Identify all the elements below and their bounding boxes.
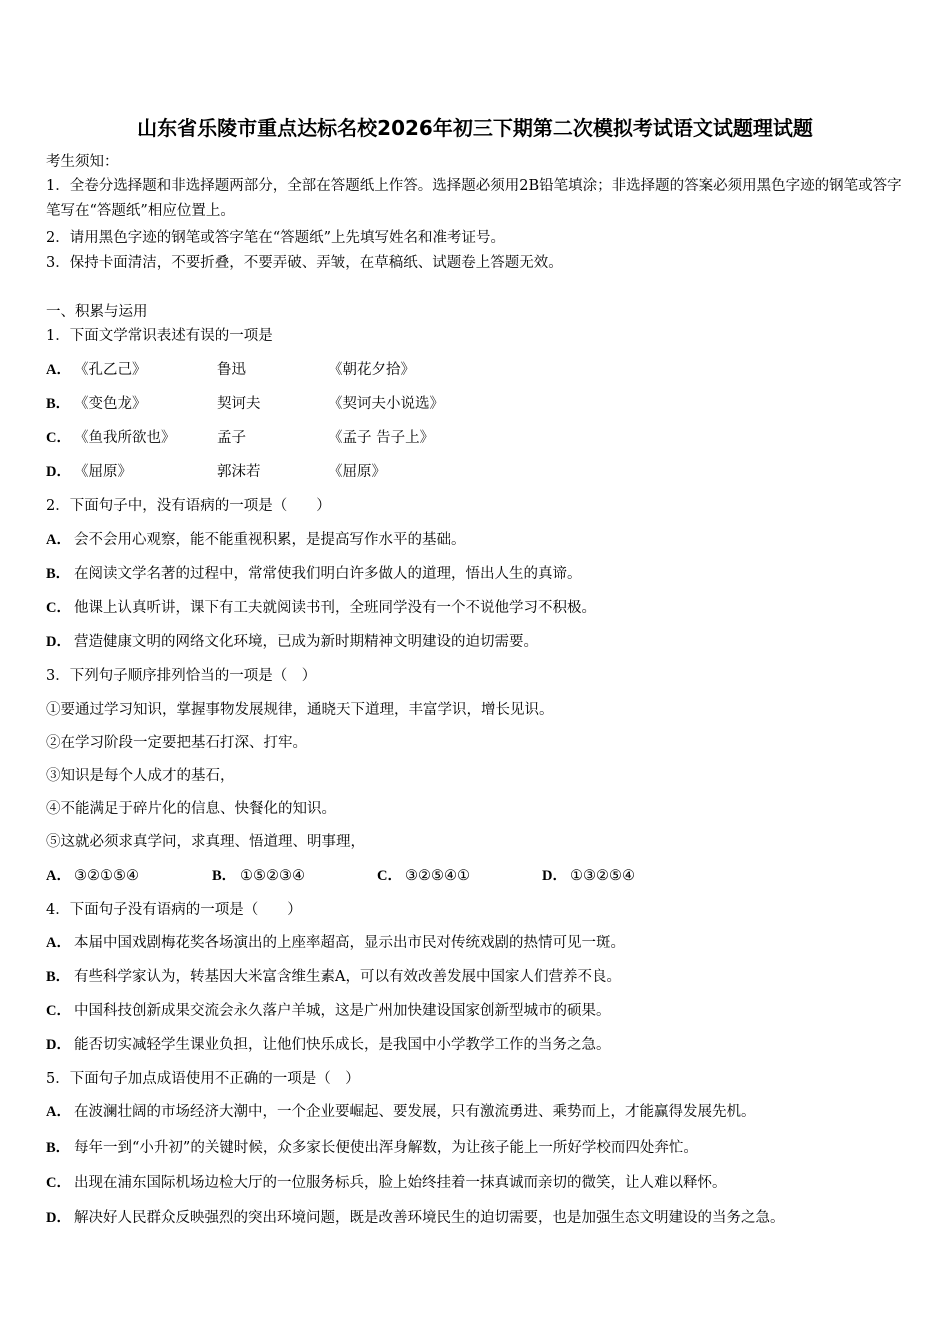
q4-option-a bbox=[46, 933, 625, 953]
option-text: 出现在浦东国际机场边检大厅的一位服务标兵，脸上始终挂着一抹真诚而亲切的微笑，让人难以释怀。 bbox=[74, 1175, 727, 1191]
q3-sentence-4: ④不能满足于碎片化的信息、快餐化的知识。 bbox=[46, 801, 336, 817]
option-label: A． bbox=[46, 868, 71, 884]
q1-a-author: 鲁迅 bbox=[217, 362, 246, 378]
q3-sentence-3: ③知识是每个人成才的基石， bbox=[46, 768, 235, 784]
q2-option-d bbox=[46, 632, 538, 652]
question-3-stem: 3．下列句子顺序排列恰当的一项是（ ） bbox=[46, 668, 317, 684]
option-text: ①③②⑤④ bbox=[570, 868, 635, 884]
q1-b-author: 契诃夫 bbox=[217, 396, 261, 412]
option-label: B． bbox=[46, 1140, 71, 1156]
option-text: ③②①⑤④ bbox=[74, 868, 139, 884]
q4-option-b bbox=[46, 967, 621, 987]
question-4-stem: 4．下面句子没有语病的一项是（ ） bbox=[46, 902, 302, 918]
option-text: 能否切实减轻学生课业负担，让他们快乐成长，是我国中小学教学工作的当务之急。 bbox=[74, 1037, 611, 1053]
option-label: A． bbox=[46, 362, 71, 378]
q2-option-b bbox=[46, 564, 582, 584]
option-text: ③②⑤④① bbox=[405, 868, 470, 884]
option-text: 会不会用心观察，能不能重视积累，是提高写作水平的基础。 bbox=[74, 532, 466, 548]
notice-item-2: 2．请用黑色字迹的钢笔或答字笔在“答题纸”上先填写姓名和准考证号。 bbox=[46, 230, 506, 246]
q3-option-a bbox=[46, 866, 139, 886]
option-label: D． bbox=[46, 1210, 71, 1226]
q3-option-c bbox=[377, 866, 470, 886]
section-heading: 一、积累与运用 bbox=[46, 304, 148, 320]
option-text: 在波澜壮阔的市场经济大潮中，一个企业要崛起、要发展，只有激流勇进、乘势而上，才能赢得发展先机。 bbox=[74, 1104, 756, 1120]
option-text: 在阅读文学名著的过程中，常常使我们明白许多做人的道理，悟出人生的真谛。 bbox=[74, 566, 582, 582]
option-label: C． bbox=[46, 600, 71, 616]
q2-option-a bbox=[46, 530, 466, 550]
option-label: C． bbox=[46, 1003, 71, 1019]
q1-d-source: 《屈原》 bbox=[328, 464, 386, 480]
q5-option-c bbox=[46, 1173, 727, 1193]
option-work: 《屈原》 bbox=[74, 464, 132, 480]
q1-option-b bbox=[46, 394, 147, 414]
option-label: C． bbox=[46, 430, 71, 446]
option-label: B． bbox=[46, 566, 71, 582]
question-2-stem: 2．下面句子中，没有语病的一项是（ ） bbox=[46, 498, 331, 514]
q2-option-c bbox=[46, 598, 596, 618]
option-label: A． bbox=[46, 935, 71, 951]
q1-b-source: 《契诃夫小说选》 bbox=[328, 396, 444, 412]
option-work: 《孔乙己》 bbox=[74, 362, 147, 378]
q5-option-a bbox=[46, 1102, 756, 1122]
q1-c-author: 孟子 bbox=[217, 430, 246, 446]
q1-c-source: 《孟子 告子上》 bbox=[328, 430, 435, 446]
option-label: D． bbox=[46, 634, 71, 650]
q1-d-author: 郭沫若 bbox=[217, 464, 261, 480]
q1-option-a bbox=[46, 360, 147, 380]
option-label: D． bbox=[46, 464, 71, 480]
option-text: 营造健康文明的网络文化环境，已成为新时期精神文明建设的迫切需要。 bbox=[74, 634, 538, 650]
q3-option-b bbox=[212, 866, 305, 886]
option-label: B． bbox=[46, 396, 71, 412]
option-text: 中国科技创新成果交流会永久落户羊城，这是广州加快建设国家创新型城市的硕果。 bbox=[74, 1003, 611, 1019]
option-text: ①⑤②③④ bbox=[240, 868, 305, 884]
option-label: D． bbox=[542, 868, 567, 884]
option-text: 本届中国戏剧梅花奖各场演出的上座率超高，显示出市民对传统戏剧的热情可见一斑。 bbox=[74, 935, 625, 951]
question-5-stem: 5．下面句子加点成语使用不正确的一项是（ ） bbox=[46, 1071, 360, 1087]
q3-option-d bbox=[542, 866, 635, 886]
notice-heading: 考生须知： bbox=[46, 154, 119, 170]
option-work: 《鱼我所欲也》 bbox=[74, 430, 176, 446]
option-label: A． bbox=[46, 532, 71, 548]
q5-option-b bbox=[46, 1138, 698, 1158]
q3-sentence-2: ②在学习阶段一定要把基石打深、打牢。 bbox=[46, 735, 307, 751]
q3-sentence-5: ⑤这就必须求真学问，求真理、悟道理、明事理， bbox=[46, 834, 365, 850]
option-label: A． bbox=[46, 1104, 71, 1120]
option-text: 每年一到“小升初”的关键时候，众多家长便使出浑身解数，为让孩子能上一所好学校而四处奔忙。 bbox=[74, 1140, 698, 1156]
question-1-stem: 1．下面文学常识表述有误的一项是 bbox=[46, 328, 273, 344]
q3-sentence-1: ①要通过学习知识，掌握事物发展规律，通晓天下道理，丰富学识，增长见识。 bbox=[46, 702, 554, 718]
notice-item-1: 1．全卷分选择题和非选择题两部分，全部在答题纸上作答。选择题必须用2B铅笔填涂；非选择题的答案必须用黑色字迹的钢笔或答字笔写在“答题纸”相应位置上。 bbox=[46, 178, 902, 219]
page-title: 山东省乐陵市重点达标名校2026年初三下期第二次模拟考试语文试题理试题 bbox=[137, 116, 813, 140]
q4-option-c bbox=[46, 1001, 611, 1021]
option-work: 《变色龙》 bbox=[74, 396, 147, 412]
option-label: C． bbox=[377, 868, 402, 884]
q1-option-c bbox=[46, 428, 176, 448]
option-label: D． bbox=[46, 1037, 71, 1053]
notice-item-3: 3．保持卡面清洁，不要折叠，不要弄破、弄皱，在草稿纸、试题卷上答题无效。 bbox=[46, 255, 563, 271]
option-text: 解决好人民群众反映强烈的突出环境问题，既是改善环境民生的迫切需要，也是加强生态文明建设的当务之急。 bbox=[74, 1210, 785, 1226]
option-label: B． bbox=[46, 969, 71, 985]
option-text: 有些科学家认为，转基因大米富含维生素A，可以有效改善发展中国家人们营养不良。 bbox=[74, 969, 621, 985]
option-label: C． bbox=[46, 1175, 71, 1191]
q1-option-d bbox=[46, 462, 132, 482]
q1-a-source: 《朝花夕拾》 bbox=[328, 362, 415, 378]
q4-option-d bbox=[46, 1035, 611, 1055]
option-text: 他课上认真听讲，课下有工夫就阅读书刊，全班同学没有一个不说他学习不积极。 bbox=[74, 600, 596, 616]
option-label: B． bbox=[212, 868, 237, 884]
q5-option-d bbox=[46, 1208, 785, 1228]
